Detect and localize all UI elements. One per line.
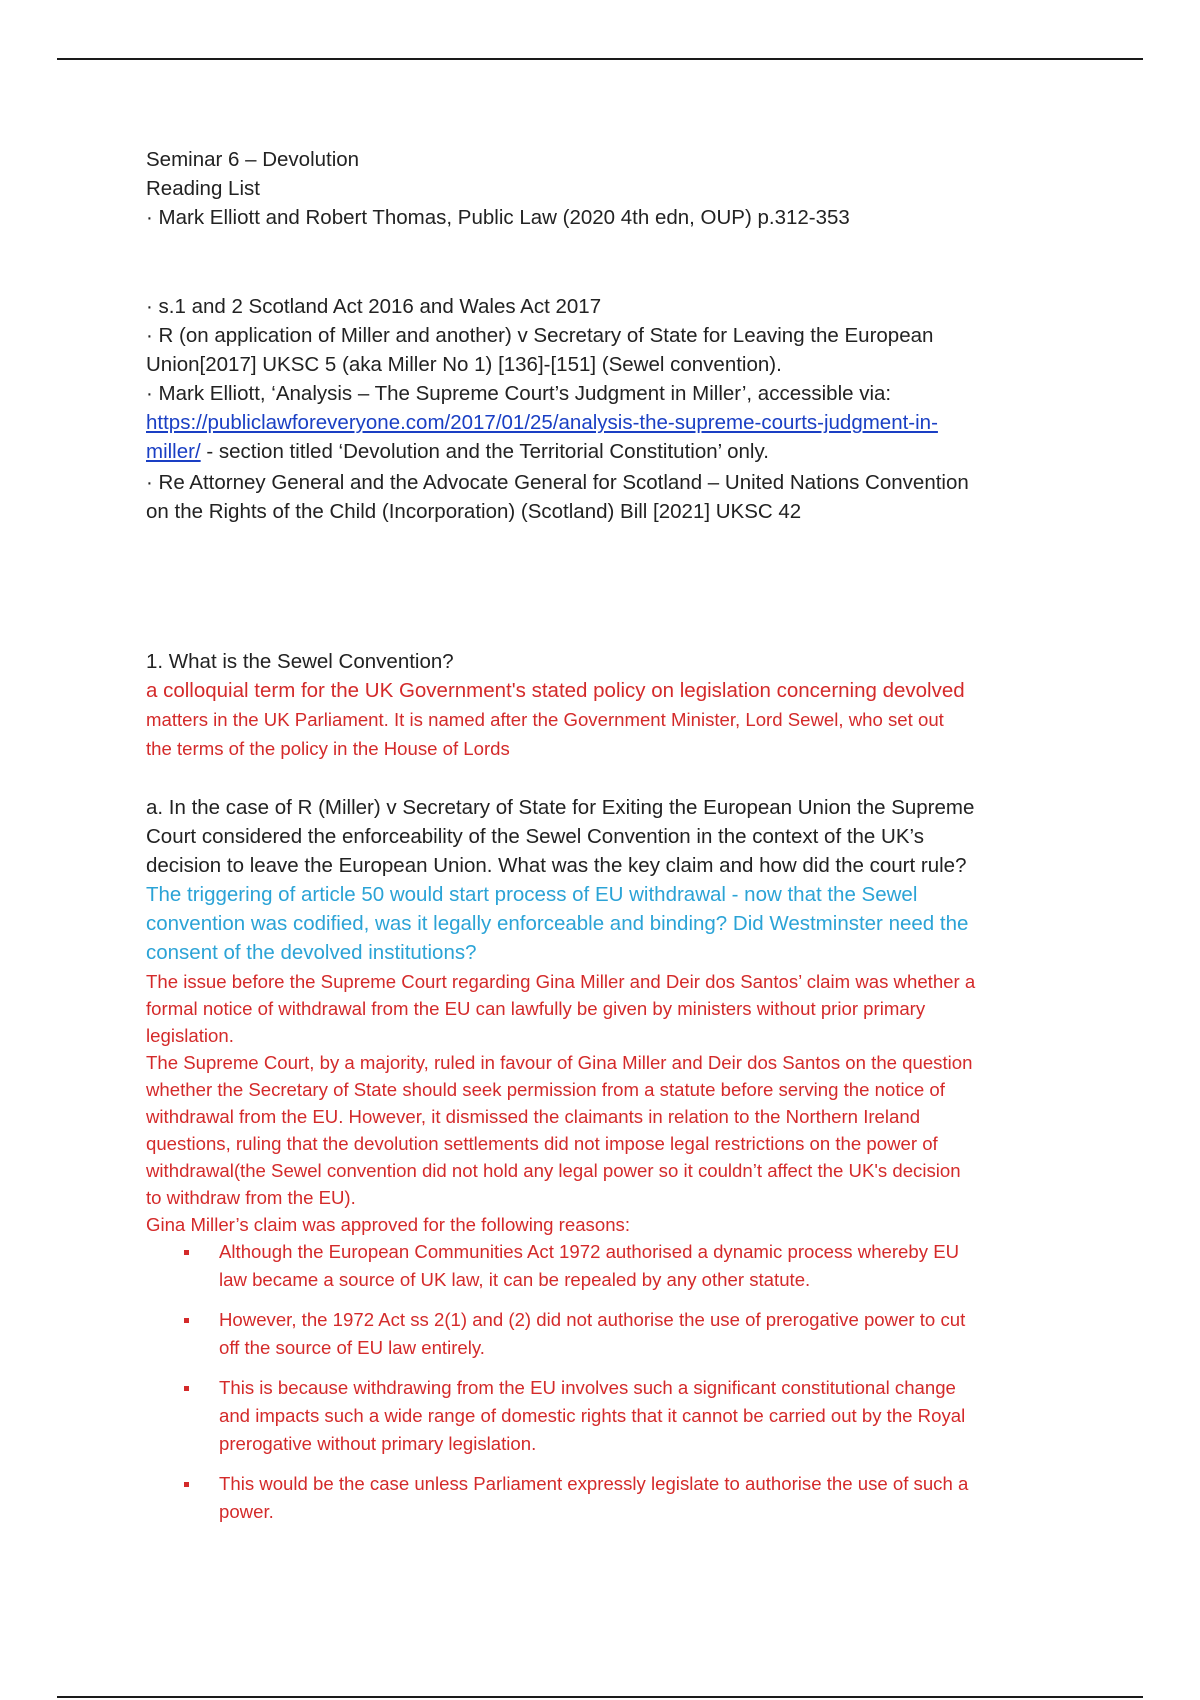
reading-item-2: · s.1 and 2 Scotland Act 2016 and Wales Act 2017 [146, 295, 602, 318]
note-line-3: consent of the devolved institutions? [146, 941, 477, 964]
reading-list-heading: Reading List [146, 177, 260, 200]
note-line-1: The triggering of article 50 would start process of EU withdrawal - now that the Sewel [146, 883, 918, 906]
answer-paragraph-2-line-3: withdrawal from the EU. However, it dismissed the claimants in relation to the Northern Ireland [146, 1106, 921, 1127]
answer-paragraph-2-line-2: whether the Secretary of State should seek permission from a statute before serving the notice of [146, 1079, 945, 1100]
question-1a-line-2: Court considered the enforceability of the Sewel Convention in the context of the UK’s [146, 825, 924, 848]
reasons-intro: Gina Miller’s claim was approved for the following reasons: [146, 1214, 631, 1235]
question-1: 1. What is the Sewel Convention? [146, 650, 454, 673]
square-bullet-icon [184, 1250, 189, 1255]
reading-item-3-line-2: Union[2017] UKSC 5 (aka Miller No 1) [136]-[151] (Sewel convention). [146, 353, 782, 376]
answer-paragraph-2-line-5: withdrawal(the Sewel convention did not hold any legal power so it couldn’t affect the UK's decision [146, 1160, 961, 1181]
square-bullet-icon [184, 1482, 189, 1487]
reason-4-line-2: power. [219, 1501, 274, 1522]
reading-item-1: · Mark Elliott and Robert Thomas, Public Law (2020 4th edn, OUP) p.312-353 [146, 206, 850, 229]
answer-paragraph-2-line-1: The Supreme Court, by a majority, ruled in favour of Gina Miller and Deir dos Santos on the question [146, 1052, 973, 1073]
reading-item-4-line-3 [146, 438, 769, 466]
analysis-link-part-2[interactable]: miller/ [146, 440, 201, 463]
reason-4-line-1: This would be the case unless Parliament expressly legislate to authorise the use of such a [219, 1473, 969, 1494]
reason-3-line-1: This is because withdrawing from the EU involves such a significant constitutional change [219, 1377, 956, 1398]
question-1a-line-1: a. In the case of R (Miller) v Secretary of State for Exiting the European Union the Supreme [146, 796, 975, 819]
answer-paragraph-2-line-6: to withdraw from the EU). [146, 1187, 356, 1208]
reading-item-5-line-2: on the Rights of the Child (Incorporation) (Scotland) Bill [2021] UKSC 42 [146, 500, 802, 523]
reason-3-line-3: prerogative without primary legislation. [219, 1433, 537, 1454]
reading-item-4-line-2 [146, 409, 938, 437]
answer-1-line-1: a colloquial term for the UK Government's stated policy on legislation concerning devolved [146, 679, 965, 702]
answer-paragraph-1-line-2: formal notice of withdrawal from the EU can lawfully be given by ministers without prior primary [146, 998, 926, 1019]
top-rule [57, 58, 1143, 60]
reading-item-3-line-1: · R (on application of Miller and another) v Secretary of State for Leaving the European [146, 324, 934, 347]
reason-3-line-2: and impacts such a wide range of domestic rights that it cannot be carried out by the Royal [219, 1405, 966, 1426]
square-bullet-icon [184, 1318, 189, 1323]
reason-1-line-1: Although the European Communities Act 1972 authorised a dynamic process whereby EU [219, 1241, 960, 1262]
reason-1-line-2: law became a source of UK law, it can be repealed by any other statute. [219, 1269, 811, 1290]
analysis-link-part-1[interactable]: https://publiclawforeveryone.com/2017/01/25/analysis-the-supreme-courts-judgment-in- [146, 411, 938, 434]
square-bullet-icon [184, 1386, 189, 1391]
reading-item-4-suffix: - section titled ‘Devolution and the Territorial Constitution’ only. [200, 440, 769, 463]
answer-1-line-2: matters in the UK Parliament. It is named after the Government Minister, Lord Sewel, who set out [146, 709, 944, 730]
note-line-2: convention was codified, was it legally enforceable and binding? Did Westminster need the [146, 912, 969, 935]
reading-item-4-line-1: · Mark Elliott, ‘Analysis – The Supreme Court’s Judgment in Miller’, accessible via: [146, 382, 892, 405]
answer-paragraph-1-line-1: The issue before the Supreme Court regarding Gina Miller and Deir dos Santos’ claim was whether a [146, 971, 976, 992]
reason-2-line-2: off the source of EU law entirely. [219, 1337, 485, 1358]
answer-1-line-3: the terms of the policy in the House of Lords [146, 738, 510, 759]
reason-2-line-1: However, the 1972 Act ss 2(1) and (2) did not authorise the use of prerogative power to cut [219, 1309, 966, 1330]
reading-item-5-line-1: · Re Attorney General and the Advocate General for Scotland – United Nations Convention [146, 471, 969, 494]
answer-paragraph-2-line-4: questions, ruling that the devolution settlements did not impose legal restrictions on the power of [146, 1133, 938, 1154]
bottom-rule [57, 1696, 1143, 1698]
seminar-title: Seminar 6 – Devolution [146, 148, 360, 171]
question-1a-line-3: decision to leave the European Union. What was the key claim and how did the court rule? [146, 854, 967, 877]
answer-paragraph-1-line-3: legislation. [146, 1025, 234, 1046]
